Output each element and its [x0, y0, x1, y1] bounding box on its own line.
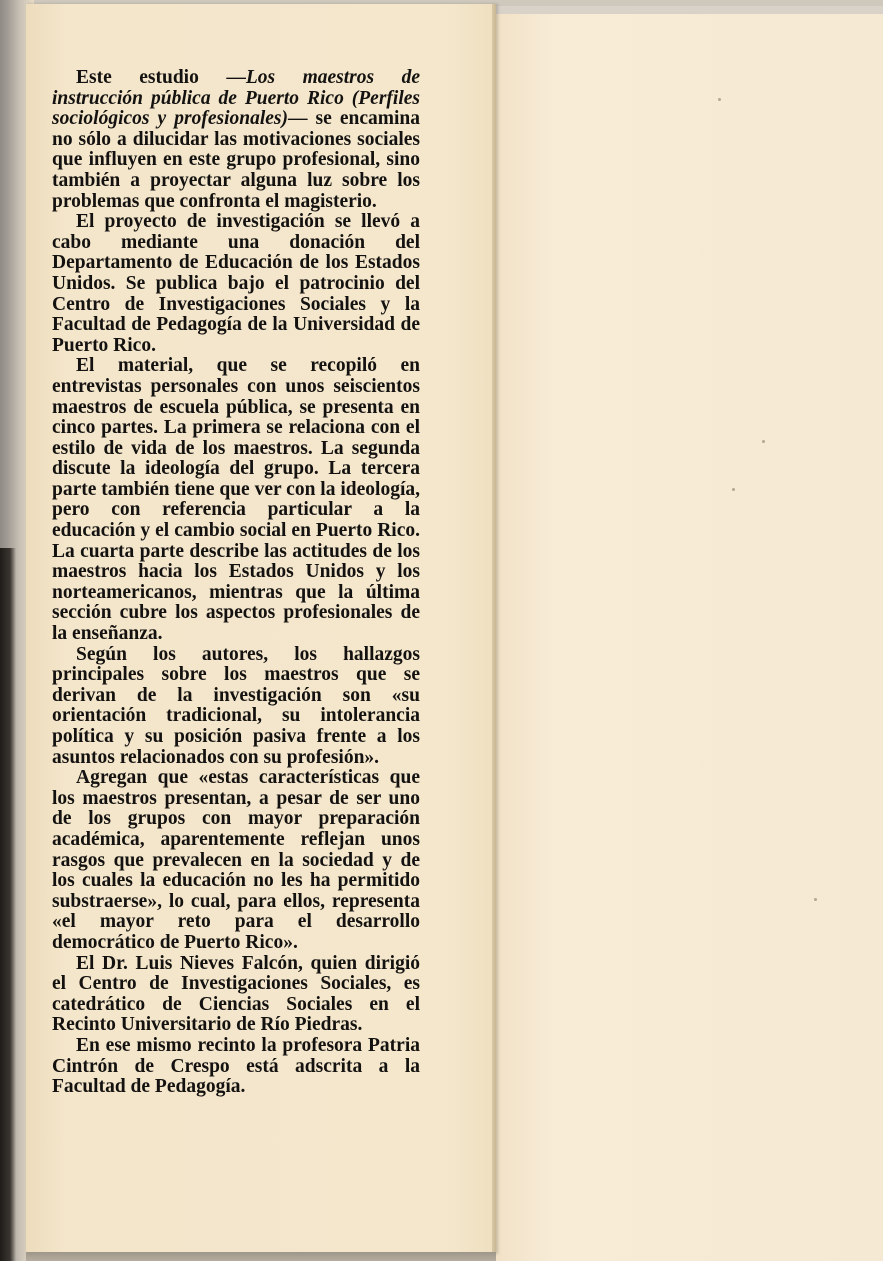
cover-spine-dark-edge	[0, 548, 16, 1261]
paragraph-intro	[52, 68, 420, 212]
paragraph-project: El proyecto de investigación se llevó a cabo mediante una donación del Departamento de Educación de los Estados Unidos. Se publica bajo el patrocinio del Centro de Investigaciones Sociales y la Facultad de Pedagogía de la Universidad de Puerto Rico.	[52, 211, 420, 356]
paragraph-author-cintron: En ese mismo recinto la profesora Patria Cintrón de Crespo está adscrita a la Facultad de Pedagogía.	[52, 1034, 420, 1098]
paper-speck	[732, 488, 735, 491]
intro-rest: — se encamina no sólo a dilucidar las motivaciones sociales que influyen en este grupo profesional, sino también a proyectar alguna luz sobre los problemas que confronta el magisterio.	[52, 108, 421, 212]
intro-lead: Este estudio —	[76, 67, 246, 88]
inner-page	[496, 14, 883, 1261]
book-title: Los maestros de instrucción pública de Puerto Rico (Perfiles sociológicos y profesionales)	[52, 67, 420, 130]
paper-speck	[718, 98, 721, 101]
paragraph-characteristics: Agregan que «estas características que los maestros presentan, a pesar de ser uno de los grupos con mayor preparación académica, aparentemente reflejan unos rasgos que prevalecen en la sociedad y de los cuales la educación no les ha permitido substraerse», lo cual, para ellos, representa «el mayor reto para el desarrollo democrático de Puerto Rico».	[52, 767, 420, 953]
paragraph-material: El material, que se recopiló en entrevistas personales con unos seiscientos maestros de escuela pública, se presenta en cinco partes. La primera se relaciona con el estilo de vida de los maestros. La segunda discute la ideología del grupo. La tercera parte también tiene que ver con la ideología, pero con referencia particular a la educación y el cambio social en Puerto Rico. La cuarta parte describe las actitudes de los maestros hacia los Estados Unidos y los norteamericanos, mientras que la última sección cubre los aspectos profesionales de la enseñanza.	[52, 355, 420, 645]
paper-speck	[814, 898, 817, 901]
flap-fold-edge	[492, 4, 496, 1254]
paper-speck	[762, 440, 765, 443]
paragraph-findings: Según los autores, los hallazgos principales sobre los maestros que se derivan de la investigación son «su orientación tradicional, su intolerancia política y su posición pasiva frente a los asuntos relacionados con su profesión».	[52, 643, 420, 768]
bottom-shadow-strip	[26, 1252, 496, 1261]
paragraph-author-nieves: El Dr. Luis Nieves Falcón, quien dirigió el Centro de Investigaciones Sociales, es catedrático de Ciencias Sociales en el Recinto Universitario de Río Piedras.	[52, 952, 420, 1036]
flap-blurb-text	[52, 68, 420, 1098]
